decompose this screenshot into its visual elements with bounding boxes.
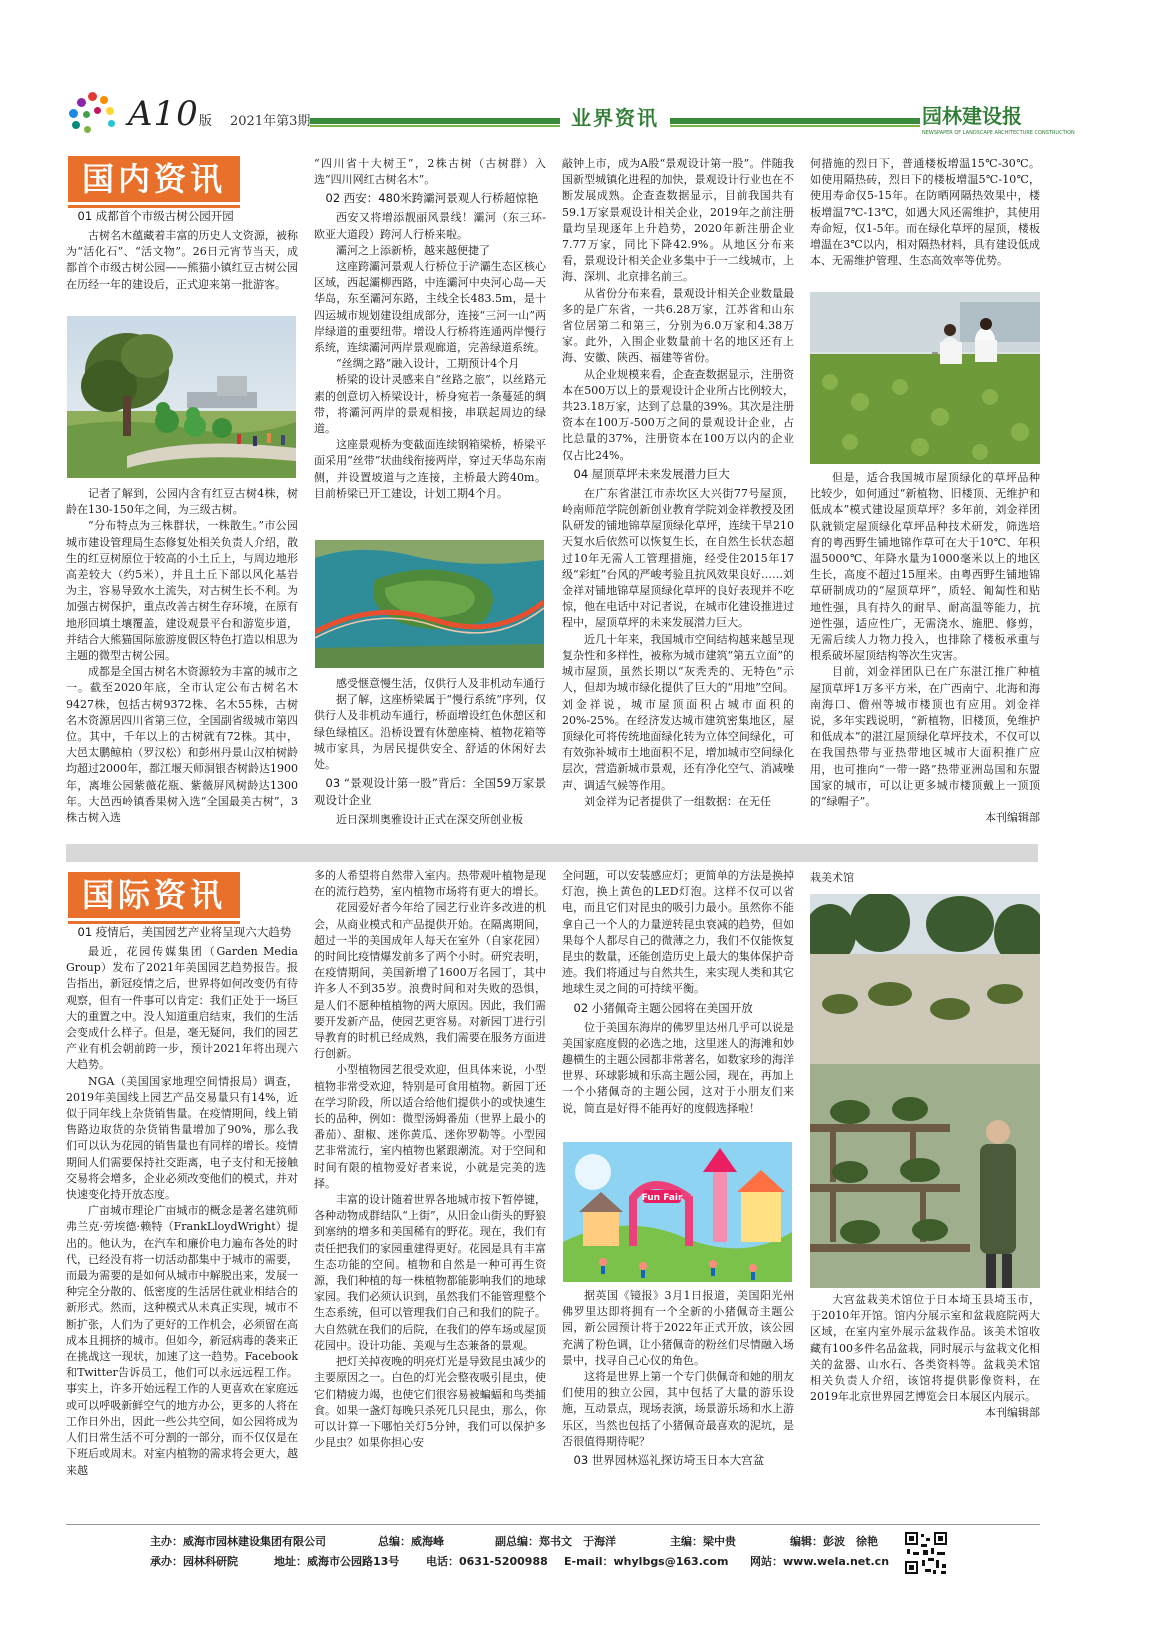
footer-sponsor: 主办：威海市园林建设集团有限公司 <box>150 1535 326 1548</box>
article-signature: 本刊编辑部 <box>985 811 1040 825</box>
article-heading: 01 成都首个市级古树公园开园 <box>77 209 234 223</box>
domestic-col3 <box>562 156 794 838</box>
page-header <box>60 92 1100 138</box>
article-paragraph: 目前，刘金祥团队已在广东湛江推广种植屋顶草坪1万多平方米，在广西南宁、北海和海南海口、儋州等城市楼顶也有应用。刘金祥说，多年实践说明，“新植物，旧楼顶，免维护和低成本”的湛江屋顶绿化草坪技术，不仅可以在我国热带与亚热带地区城市大面积推广应用，也可推向“一带一路”热带亚洲岛国和东盟国家的城市，可以让更多城市楼顶戴上一顶顶的“绿帽子”。 <box>810 665 1040 809</box>
article-heading: 03 世界园林巡礼探访埼玉日本大宫盆 <box>573 1453 765 1468</box>
international-col4-top <box>810 868 1040 892</box>
article-paragraph: 感受惬意慢生活，仅供行人及非机动车通行 <box>336 677 545 690</box>
article-paragraph: 这将是世界上第一个专门供佩奇和她的朋友们使用的独立公园，其中包括了大量的游乐设施，互动景点，现场表演，场景游乐场和水上游乐区，当然也包括了小猪佩奇最喜欢的泥坑，是否很值得期待呢？ <box>562 1370 794 1448</box>
international-col3-bottom <box>562 1288 794 1516</box>
peppa-pig-park-rendering <box>563 1142 792 1282</box>
article-heading: 01 疫情后，美国园艺产业将呈现六大趋势 <box>77 925 292 939</box>
bridge-rendering-photo <box>315 540 544 668</box>
footer-row-1 <box>150 1532 890 1552</box>
international-col2 <box>314 868 546 1516</box>
article-paragraph: “丝绸之路”融入设计，工期预计4个月 <box>336 357 520 371</box>
article-paragraph: 把灯关掉夜晚的明亮灯光是导致昆虫减少的主要原因之一。白色的灯光会整夜吸引昆虫，使它们精疲力竭，也使它们很容易被蝙蝠和鸟类捕食。如果一盏灯每晚只杀死几只昆虫，那么，你可以计算一下哪怕关灯5分钟，我们可以保护多少昆虫？如果你担心安 <box>314 1355 546 1450</box>
qr-code-icon <box>903 1530 949 1576</box>
rooftop-lawn-photo <box>810 292 1040 464</box>
footer-chief-editor: 总编：威海峰 <box>378 1535 444 1548</box>
article-paragraph: 古树名木蕴藏着丰富的历史人文资源，被称为“活化石”、“活文物”。26日元宵节当天，成都首个市级古树公园——熊猫小镇红豆古树公园在历经一年的建设后，正式迎来第一批游客。 <box>66 229 298 291</box>
footer-address: 地址：威海市公园路13号 <box>274 1555 400 1568</box>
article-paragraph: 但是，适合我国城市屋顶绿化的草坪品种比较少，如何通过“新植物、旧楼顶、无维护和低成本”模式建设屋顶草坪？多年前，刘金祥团队就锁定屋顶绿化草坪品种技术研发，筛选培育的粤西野生铺地锦作草可在大于10℃、年积温5000℃、年降水量为1000毫米以上的地区生长，高度不超过15厘米。由粤西野生铺地锦草研制成功的“屋顶草坪”，质轻、匍匐性和贴地性强，具有持久的耐旱、耐高温等能力，抗逆性强，适应性广，无需浇水、施肥、修剪，无需后续人力物力投入，也排除了楼板承重与根系破坏屋顶结构等次生灾害。 <box>810 471 1040 663</box>
footer-organizer: 承办：园林科研院 <box>150 1555 238 1568</box>
article-heading: 03 “景观设计第一股”背后：全国59万家景观设计企业 <box>314 776 546 808</box>
footer-rule <box>66 1524 1040 1525</box>
article-signature: 本刊编辑部 <box>985 1406 1040 1420</box>
article-paragraph: 近几十年来，我国城市空间结构越来越呈现复杂性和多样性，被称为城市建筑“第五立面”的城市屋顶，虽然长期以“灰秃秃的、无特色”示人，但却为城市绿化提供了巨大的“用地”空间。刘金祥说，城市屋顶面积占城市面积的20%-25%。在经济发达城市建筑密集地区，屋顶绿化可将传统地面绿化转为立体空间绿化，可有效弥补城市土地面积不足，增加城市空间绿化层次，营造新城市景观，还有净化空气、消减噪声、调适气候等作用。 <box>562 632 794 792</box>
international-col4-bottom <box>810 1292 1040 1516</box>
article-paragraph: 在广东省湛江市赤坎区大兴街77号屋顶，岭南师范学院创新创业教育学院刘金祥教授及团队研发的铺地锦草屋顶绿化草坪，连续干旱210天复水后依然可以恢复生长，在自然生长状态超过10年无需人工管理措施，经受住2015年17级“彩虹”台风的严峻考验且抗风效果良好……刘金祥对铺地锦草屋顶绿化草坪的良好表现并不吃惊，他在电话中对记者说，在城市化建设推进过程中，屋顶草坪的未来发展潜力巨大。 <box>562 486 794 630</box>
article-paragraph: 从省份分布来看，景观设计相关企业数量最多的是广东省，一共6.28万家，江苏省和山东省位居第二和第三，分别为6.0万家和4.38万家。此外，入围企业数量前十名的地区还有上海、安徽、陕西、福建等省份。 <box>562 286 794 365</box>
article-paragraph: 西安又将增添靓丽风景线！灞河（东三环-欧亚大道段）跨河人行桥来啦。 <box>314 211 546 241</box>
article-paragraph: 从企业规模来看，企查查数据显示，注册资本在500万以上的景观设计企业所占比例较大，共23.18万家，达到了总量的39%。其次是注册资本在100万-500万之间的景观设计企业，占比总量的37%，注册资本在100万以内的企业仅占比24%。 <box>562 367 794 462</box>
footer-deputy-editor: 副总编：郑书文 于海洋 <box>495 1535 616 1548</box>
footer-row-2 <box>150 1552 890 1572</box>
international-col3-top <box>562 868 794 1136</box>
article-paragraph: 大宫盆栽美术馆位于日本埼玉县埼玉市，于2010年开馆。馆内分展示室和盆栽庭院两大区域，在室内室外展示盆栽作品。该美术馆收藏有100多件名品盆栽，同时展示与盆栽文化相关的盆器、山水石、各类资料等。盆栽美术馆相关负责人介绍，该馆将提供影像资料，在2019年北京世界园艺博览会日本展区内展示。 <box>810 1293 1040 1404</box>
article-paragraph: 这座跨灞河景观人行桥位于浐灞生态区核心区域，西起灞柳西路，中连灞河中央河心岛—天华岛，东至灞河东路，主线全长483.5m，是十四运城市规划建设组成部分，连接“三河一山”两岸绿道的重要纽带。增设人行桥将连通两岸慢行系统，连续灞河两岸景观廊道，完善绿道系统。 <box>314 260 546 355</box>
article-paragraph: 桥梁的设计灵感来自“丝路之旅”，以丝路元素的创意切入桥梁设计，桥身宛若一条蔓延的绸带，将灞河两岸的景观相接，串联起周边的绿道。 <box>314 373 546 436</box>
section-name: 业界资讯 <box>560 102 670 131</box>
article-paragraph: 敲钟上市，成为A股“景观设计第一股”。伴随我国新型城镇化进程的加快，景观设计行业也在不断发展成熟。企查查数据显示，目前我国共有59.1万家景观设计相关企业，2019年之前注册量均呈现逐年上升趋势，2020年新注册企业7.77万家，同比下降42.9%。从地区分布来看，景观设计相关企业多集中于一二线城市，上海、深圳、北京排名前三。 <box>562 157 794 284</box>
domestic-section-title: 国内资讯 <box>68 156 240 202</box>
article-paragraph: 最近，花园传媒集团（Garden Media Group）发布了2021年美国园艺趋势报告。报告指出，新冠疫情之后，世界将如何改变仍有待观察，但有一件事可以肯定：我们正处于一场巨大的重置之中。没人知道重启结束，我们的生活会变成什么样子。但是，毫无疑问，我们的园艺产业有机会朝前跨一步，预计2021年将出现六大趋势。 <box>66 945 298 1072</box>
article-paragraph: 多的人希望将自然带入室内。热带观叶植物是现在的流行趋势，室内植物市场将有更大的增长。 <box>314 869 546 899</box>
footer-phone: 电话：0631-5200988 <box>426 1555 548 1568</box>
international-col1 <box>66 922 298 1516</box>
article-paragraph: 位于美国东海岸的佛罗里达州几乎可以说是美国家庭度假的必选之地，这里迷人的海滩和妙趣横生的主题公园都非常著名，如数家珍的海洋世界、环球影城和乐高主题公园，现在，再加上一个小猪佩奇的主题公园，这对于小朋友们来说，简直是好得不能再好的度假选择啦！ <box>562 1020 794 1115</box>
article-paragraph: “四川省十大树王”，2株古树（古树群）入选“四川网红古树名木”。 <box>314 157 546 187</box>
bonsai-museum-photo <box>810 894 1040 1288</box>
domestic-col1-bottom <box>66 486 298 838</box>
logo-mark-icon <box>66 92 126 138</box>
article-paragraph: NGA（美国国家地理空间情报局）调查，2019年美国线上园艺产品交易量只有14%，近似于同年线上杂货销售量。在疫情期间，线上销售路边取货的杂货销售量增加了90%，那么我们可以认为花园的销售量也有同样的增长。疫情期间人们需要保持社交距离，电子支付和无接触交易将会增多，企业必须改变他们的模式，并对快速变化持开放态度。 <box>66 1074 298 1202</box>
page-number: A10版 <box>128 94 213 134</box>
footer-editor-in-charge: 主编：梁中贵 <box>670 1535 736 1548</box>
article-paragraph: 小型植物园艺很受欢迎，但具体来说，小型植物非常受欢迎，特别是可食用植物。新园丁还在学习阶段，所以适合给他们提供小的或快速生长的品种，例如：微型汤姆番茄（世界上最小的番茄）、甜椒、迷你黄瓜、迷你罗勒等。小型园艺非常流行，室内植物也紧跟潮流。对于空间和时间有限的植物爱好者来说，小就是完美的选择。 <box>314 1063 546 1190</box>
article-paragraph: “分布特点为三株群状，一株散生。”市公园城市建设管理局生态修复处相关负责人介绍，散生的红豆树原位于较高的小土丘上，与周边地形高差较大（约5米），并且土丘下部以风化基岩为主，容易导致水土流失，对古树生长不利。为加强古树保护，重点改善古树生存环境，在原有地形回填土壤覆盖，建设观景平台和游览步道，并结合大熊猫国际旅游度假区特色打造以相思为主题的微型古树公园。 <box>66 519 298 663</box>
article-paragraph: 这座景观桥为变截面连续钢箱梁桥，桥梁平面采用“丝带”状曲线衔接两岸，穿过天华岛东南侧，并设置坡道与之连接，主桥最大跨40m。目前桥梁已开工建设，计划工期4个月。 <box>314 438 546 500</box>
article-paragraph: 刘金祥为记者提供了一组数据：在无任 <box>584 794 771 808</box>
article-paragraph: 近日深圳奥雅设计正式在深交所创业板 <box>336 813 523 827</box>
issue-date: 2021年第3期 <box>230 114 311 129</box>
fun-fair-sign: Fun Fair <box>641 1193 683 1203</box>
footer-email: E-mail：whylbgs@163.com <box>564 1555 729 1568</box>
section-divider-band <box>66 844 1038 862</box>
international-section-title: 国际资讯 <box>68 872 240 918</box>
footer-website: 网站：www.wela.net.cn <box>750 1555 890 1568</box>
article-heading: 04 屋顶草坪未来发展潜力巨大 <box>573 466 730 481</box>
article-paragraph: 据英国《镜报》3月1日报道，美国阳光州佛罗里达即将拥有一个全新的小猪佩奇主题公园，新公园预计将于2022年正式开放，该公园充满了粉色调，让小猪佩奇的粉丝们尽情融入场景中，找寻自己心仪的角色。 <box>562 1289 794 1367</box>
article-paragraph: 记者了解到，公园内含有红豆古树4株，树龄在130-150年之间，为三级古树。 <box>66 487 298 517</box>
ancient-tree-park-photo <box>67 316 296 478</box>
article-paragraph: 广亩城市理论广亩城市的概念是著名建筑师弗兰克·劳埃德·赖特（FrankLloydWright）提出的。他认为，在汽车和廉价电力遍布各处的时代，已经没有将一切活动都集中于城市的需要，而最为需要的是如何从城市中解脱出来，发展一种完全分散的、低密度的生活居住就业相结合的新形式。然而，这种模式从未真正实现，城市不断扩张，人们为了更好的工作机会，必须留在高成本且拥挤的城市。但如今，新冠病毒的袭来正在挑战这一现状，加速了这一趋势。Facebook和Twitter告诉员工，他们可以永远远程工作。事实上，许多开始远程工作的人更喜欢在家庭远或可以呼吸新鲜空气的地方办公，更多的人将在工作日外出，因此一些公共空间，如公园将成为人们日常生活不可分割的一部分，而不仅仅是在下班后或周末。对室内植物的需求将会更大，越来越 <box>66 1204 298 1477</box>
domestic-col4-bottom <box>810 470 1040 840</box>
domestic-col1-top <box>66 206 298 314</box>
article-paragraph: 据了解，这座桥梁属于“慢行系统”序列，仅供行人及非机动车通行，桥面增设红色休憩区和绿色绿植区。沿桥设置有休憩座椅、植物花箱等城市家具，为居民提供安全、舒适的休闲好去处。 <box>314 693 546 772</box>
masthead-footer <box>150 1532 890 1572</box>
article-heading: 02 小猪佩奇主题公园将在美国开放 <box>573 1000 753 1015</box>
domestic-col4-top <box>810 156 1040 286</box>
article-paragraph: 丰富的设计随着世界各地城市按下暂停键，各种动物成群结队“上街”，从旧金山街头的野狼到塞纳的增多和美国稀有的野花。现在，我们有责任把我们的家园重建得更好。花园是具有丰富生态功能的空间。植物和自然是一种可再生资源，我们种植的每一株植物都能影响我们的地球家园。我们必须认识到，虽然我们不能管理整个生态系统，但可以管理我们自己和我们的院子。大自然就在我们的后院，在我们的停车场或屋顶花园中。设计功能、美观与生态兼备的景观。 <box>314 1193 546 1352</box>
article-continued-heading: 栽美术馆 <box>810 871 854 884</box>
article-paragraph: 何措施的烈日下，普通楼板增温15℃-30℃。如使用隔热砖，烈日下的楼板增温5℃-10℃，使用寿命仅5-15年。在防晒网隔热效果中，楼板增温7℃-13℃，如遇大风还需维护，其使用寿命短，仅1-5年。而在绿化草坪的屋顶，楼板增温在3℃以内，相对隔热材料，具有建设低成本、无需维护管理、生态高效率等优势。 <box>810 157 1040 268</box>
footer-editors: 编辑：彭波 徐艳 <box>790 1535 878 1548</box>
paper-name: 园林建设报 NEWSPAPER OF LANDSCAPE ARCHITECTURE CONSTRUCTION <box>922 104 1075 136</box>
article-paragraph: 灞河之上添新桥，越来越便捷了 <box>336 243 490 257</box>
article-heading: 02 西安：480米跨灞河景观人行桥超惊艳 <box>325 191 539 206</box>
domestic-col2-top <box>314 156 546 532</box>
article-paragraph: 全问题，可以安装感应灯；更简单的方法是换掉灯泡，换上黄色的LED灯泡。这样不仅可以省电，而且它们对昆虫的吸引力最小。虽然你不能拿自己一个人的力量逆转昆虫衰减的趋势，但如果每个人都尽自己的微薄之力，我们不仅能恢复昆虫的数量，还能创造历史上最大的集体保护奇迹。我们将通过与自然共生，来实现人类和其它地球生灵之间的可持续平衡。 <box>562 869 794 996</box>
article-paragraph: 成都是全国古树名木资源较为丰富的城市之一。截至2020年底，全市认定公布古树名木9427株，包括古树9372株、名木55株，古树名木资源居四川省第三位，全国副省级城市第四位。其中，千年以上的古树就有72株。其中，大邑太鹏鲸柏（罗汉松）和彭州丹景山汉柏树龄均超过2000年，都江堰天师洞银杏树龄达1900年，离堆公园紫薇花瓶、紫薇屏风树龄达1300年。大邑西岭镇香果树入选“全国最美古树”，3株古树入选 <box>66 665 298 825</box>
domestic-col2-bottom <box>314 676 546 838</box>
article-paragraph: 花园爱好者今年给了园艺行业许多改进的机会，从商业模式和产品提供开始。在隔离期间，超过一半的美国成年人每天在室外（自家花园）的时间比疫情爆发前多了两个小时。研究表明，在疫情期间，美国新增了1600万名园丁，其中许多人不到35岁。浪费时间和对失败的恐惧，是人们不愿种植植物的两大原因。因此，我们需要开发新产品，使园艺更容易。对新园丁进行引导教育的时机已经成熟，我们需要在服务方面进行创新。 <box>314 901 546 1061</box>
